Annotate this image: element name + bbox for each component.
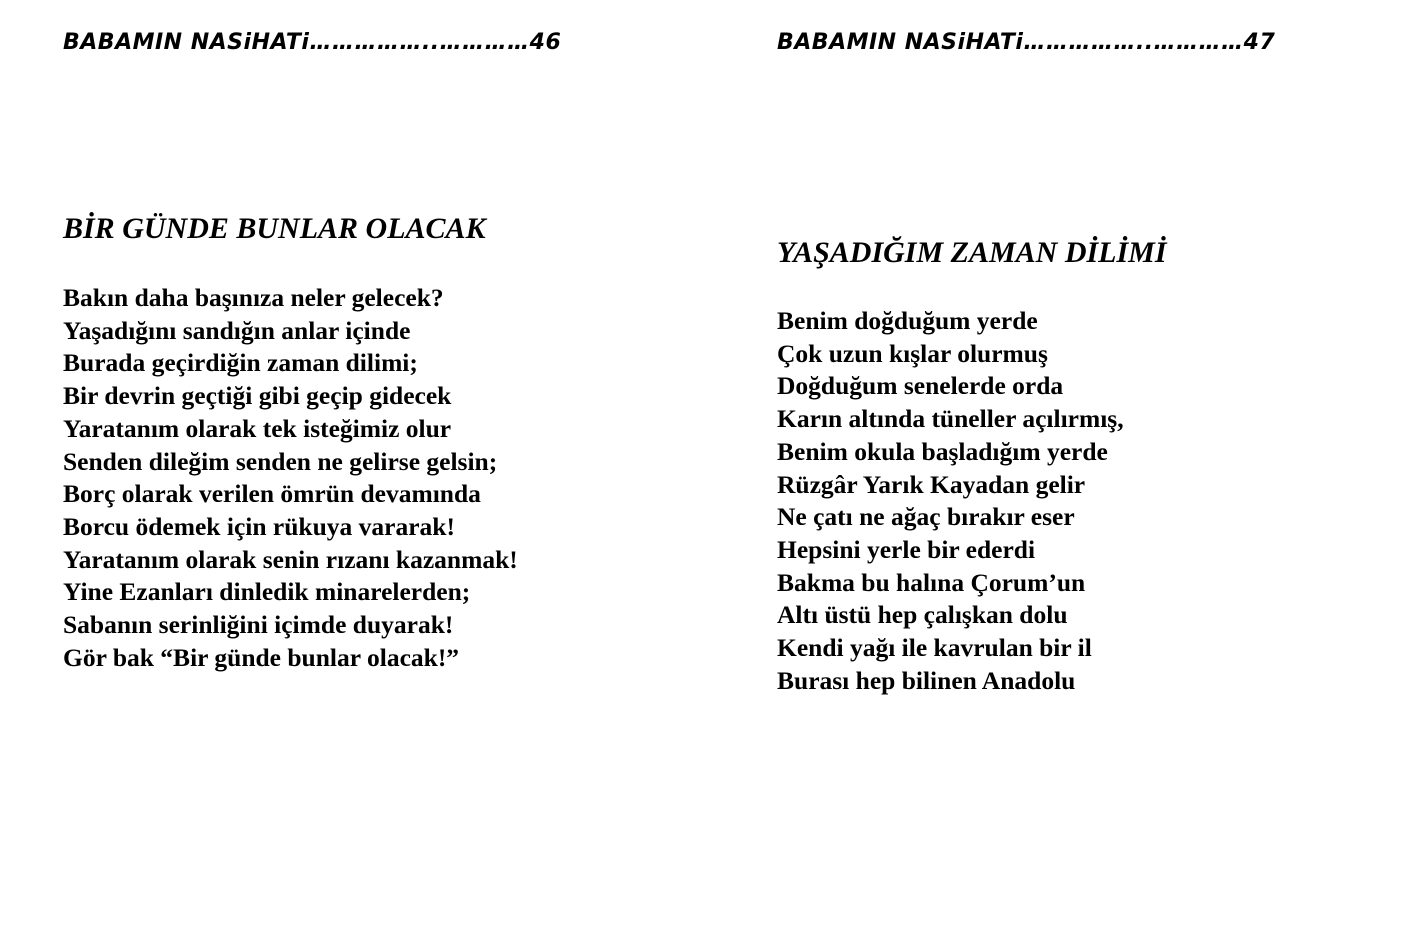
poem-line: Ne çatı ne ağaç bırakır eser xyxy=(777,502,1075,532)
poem-line: Yaratanım olarak senin rızanı kazanmak! xyxy=(63,544,518,574)
poem-line: Borcu ödemek için rükuya vararak! xyxy=(63,511,455,541)
poem-line: Burada geçirdiğin zaman dilimi; xyxy=(63,348,418,378)
poem-line: Benim okula başladığım yerde xyxy=(777,436,1108,466)
poem-line: Yaşadığını sandığın anlar içinde xyxy=(63,315,411,345)
poem-line: Yine Ezanları dinledik minarelerden; xyxy=(63,577,471,607)
poem-line: Borç olarak verilen ömrün devamında xyxy=(63,479,481,509)
poem-line: Çok uzun kışlar olurmuş xyxy=(777,338,1048,368)
running-header: BABAMIN NASiHATi……………..…………47 xyxy=(777,30,1276,55)
poem-line: Gör bak “Bir günde bunlar olacak!” xyxy=(63,642,460,672)
poem-line: Senden dileğim senden ne gelirse gelsin; xyxy=(63,446,498,476)
poem-line: Altı üstü hep çalışkan dolu xyxy=(777,600,1068,630)
poem-line: Yaratanım olarak tek isteğimiz olur xyxy=(63,413,452,443)
poem-title: YAŞADIĞIM ZAMAN DİLİMİ xyxy=(777,236,1167,269)
poem-body xyxy=(63,282,518,674)
poem-body xyxy=(777,305,1124,697)
poem-line: Burası hep bilinen Anadolu xyxy=(777,665,1076,695)
poem-line: Bakma bu halına Çorum’un xyxy=(777,567,1086,597)
poem-line: Bakın daha başınıza neler gelecek? xyxy=(63,283,444,312)
poem-line: Benim doğduğum yerde xyxy=(777,306,1038,335)
poem-line: Bir devrin geçtiği gibi geçip gidecek xyxy=(63,381,452,411)
poem-line: Rüzgâr Yarık Kayadan gelir xyxy=(777,469,1086,499)
poem-line: Karın altında tüneller açılırmış, xyxy=(777,404,1124,434)
poem-line: Hepsini yerle bir ederdi xyxy=(777,534,1036,564)
poem-title: BİR GÜNDE BUNLAR OLACAK xyxy=(63,212,486,245)
left-page xyxy=(0,0,707,938)
poem-line: Sabanın serinliğini içimde duyarak! xyxy=(63,610,454,640)
running-header: BABAMIN NASiHATi……………..…………46 xyxy=(63,30,562,55)
poem-line: Doğduğum senelerde orda xyxy=(777,371,1064,401)
right-page xyxy=(707,0,1415,938)
poem-line: Kendi yağı ile kavrulan bir il xyxy=(777,633,1092,663)
